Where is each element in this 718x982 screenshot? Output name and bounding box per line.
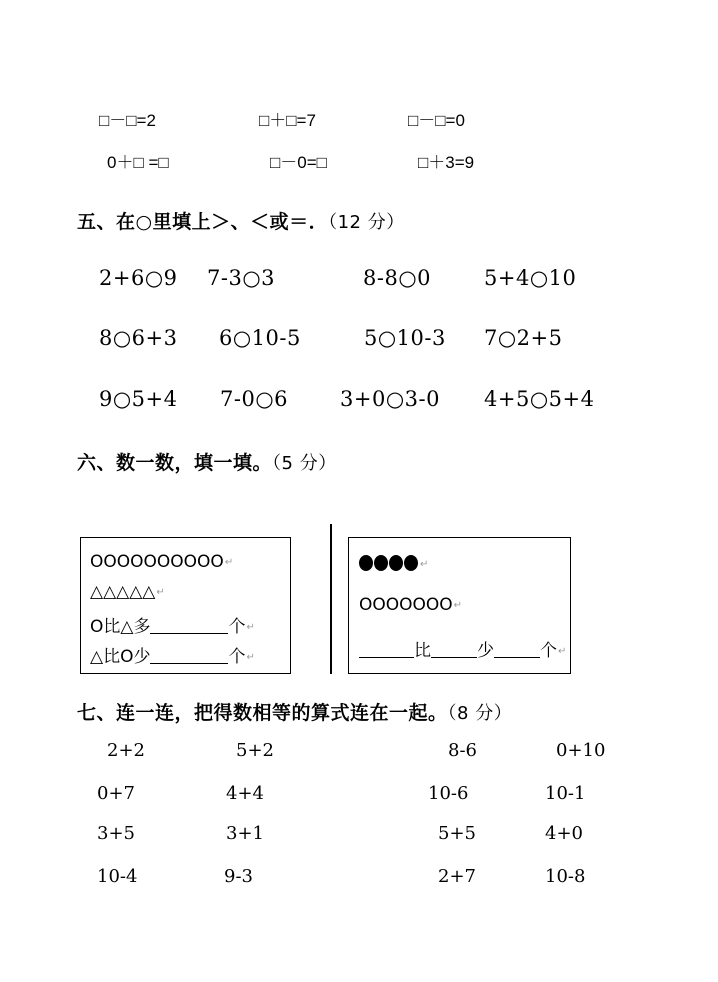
answer-blank[interactable] (359, 643, 414, 658)
box-line (90, 552, 233, 572)
equation: □－□=2 (99, 111, 156, 130)
equation: □－□=0 (408, 111, 465, 130)
comparison-item: 4+5○5+4 (484, 387, 595, 411)
match-expression[interactable]: 8-6 (448, 740, 477, 761)
match-expression[interactable]: 3+5 (97, 823, 135, 844)
question-suffix: 个 (228, 647, 246, 667)
equation: □＋3=9 (418, 153, 475, 172)
section7-points: （8 分） (447, 703, 513, 724)
comparison-item: 5○10-3 (364, 326, 446, 350)
right-count-box (348, 537, 571, 674)
match-expression[interactable]: 10-1 (545, 783, 586, 804)
question-suffix: 个 (228, 617, 246, 637)
comparison-item: 7○2+5 (484, 326, 563, 350)
comparison-item: 2+6○9 (99, 266, 178, 290)
answer-blank[interactable] (494, 643, 540, 658)
equation: □－0=□ (270, 153, 327, 172)
filled-dot (404, 555, 418, 571)
return-mark-icon: ↵ (420, 559, 429, 570)
comparison-item: 3+0○3-0 (340, 387, 440, 411)
filled-dot (359, 555, 373, 571)
return-mark-icon: ↵ (246, 622, 255, 633)
box-line (359, 636, 566, 661)
match-expression[interactable]: 10-4 (97, 866, 138, 887)
comparison-item: 6○10-5 (219, 326, 301, 350)
question-prefix: O比△多 (90, 617, 151, 637)
match-expression[interactable]: 10-8 (545, 866, 586, 887)
return-mark-icon: ↵ (224, 557, 234, 568)
comparison-item: 9○5+4 (99, 387, 178, 411)
match-expression[interactable]: 10-6 (428, 783, 469, 804)
match-expression[interactable]: 3+1 (226, 823, 264, 844)
box-line (90, 582, 165, 602)
question-prefix: △比O少 (90, 647, 151, 667)
filled-dot (374, 555, 388, 571)
filled-dot (389, 555, 403, 571)
match-expression[interactable]: 0+10 (556, 740, 606, 761)
question-suffix: 个 (540, 641, 557, 661)
equation: 0＋□ =□ (107, 153, 169, 172)
match-expression[interactable]: 4+4 (226, 783, 264, 804)
comparison-item: 5+4○10 (484, 266, 577, 290)
box-line (90, 612, 255, 637)
section6-title: 六、数一数，填一填。 (77, 452, 273, 474)
answer-blank[interactable] (431, 643, 477, 658)
answer-blank[interactable] (150, 619, 228, 634)
match-expression[interactable]: 5+5 (438, 823, 476, 844)
match-expression[interactable]: 4+0 (545, 823, 583, 844)
answer-blank[interactable] (150, 649, 228, 664)
comparison-item: 7-0○6 (220, 387, 289, 411)
section5-title: 五、在○里填上＞、＜或＝． (77, 211, 329, 233)
section7-title: 七、连一连，把得数相等的算式连在一起。 (77, 702, 448, 724)
match-expression[interactable]: 2+7 (438, 866, 476, 887)
section6-points: （5 分） (272, 453, 337, 474)
box-line (90, 642, 255, 667)
question-word: 少 (477, 641, 494, 661)
equation: □＋□=7 (259, 111, 316, 130)
question-word: 比 (414, 641, 431, 661)
vertical-divider (330, 524, 332, 674)
triangle-row: △△△△△ (90, 582, 156, 602)
return-mark-icon: ↵ (246, 652, 255, 663)
match-expression[interactable]: 2+2 (107, 740, 145, 761)
comparison-item: 8-8○0 (363, 266, 432, 290)
box-line (359, 554, 428, 574)
comparison-item: 8○6+3 (99, 326, 178, 350)
section5-points: （12 分） (328, 212, 405, 233)
return-mark-icon: ↵ (558, 646, 567, 657)
box-line (359, 595, 462, 615)
comparison-item: 7-3○3 (207, 266, 276, 290)
left-count-box (80, 537, 291, 674)
filled-dots (359, 554, 419, 574)
match-expression[interactable]: 0+7 (97, 783, 135, 804)
return-mark-icon: ↵ (453, 600, 463, 611)
circle-row: OOOOOOO (359, 595, 453, 615)
section5-heading (77, 207, 405, 234)
circle-row: OOOOOOOOOO (90, 552, 224, 572)
section7-heading (77, 698, 512, 725)
match-expression[interactable]: 5+2 (236, 740, 274, 761)
return-mark-icon: ↵ (156, 587, 165, 598)
match-expression[interactable]: 9-3 (224, 866, 253, 887)
section6-heading (77, 448, 337, 475)
